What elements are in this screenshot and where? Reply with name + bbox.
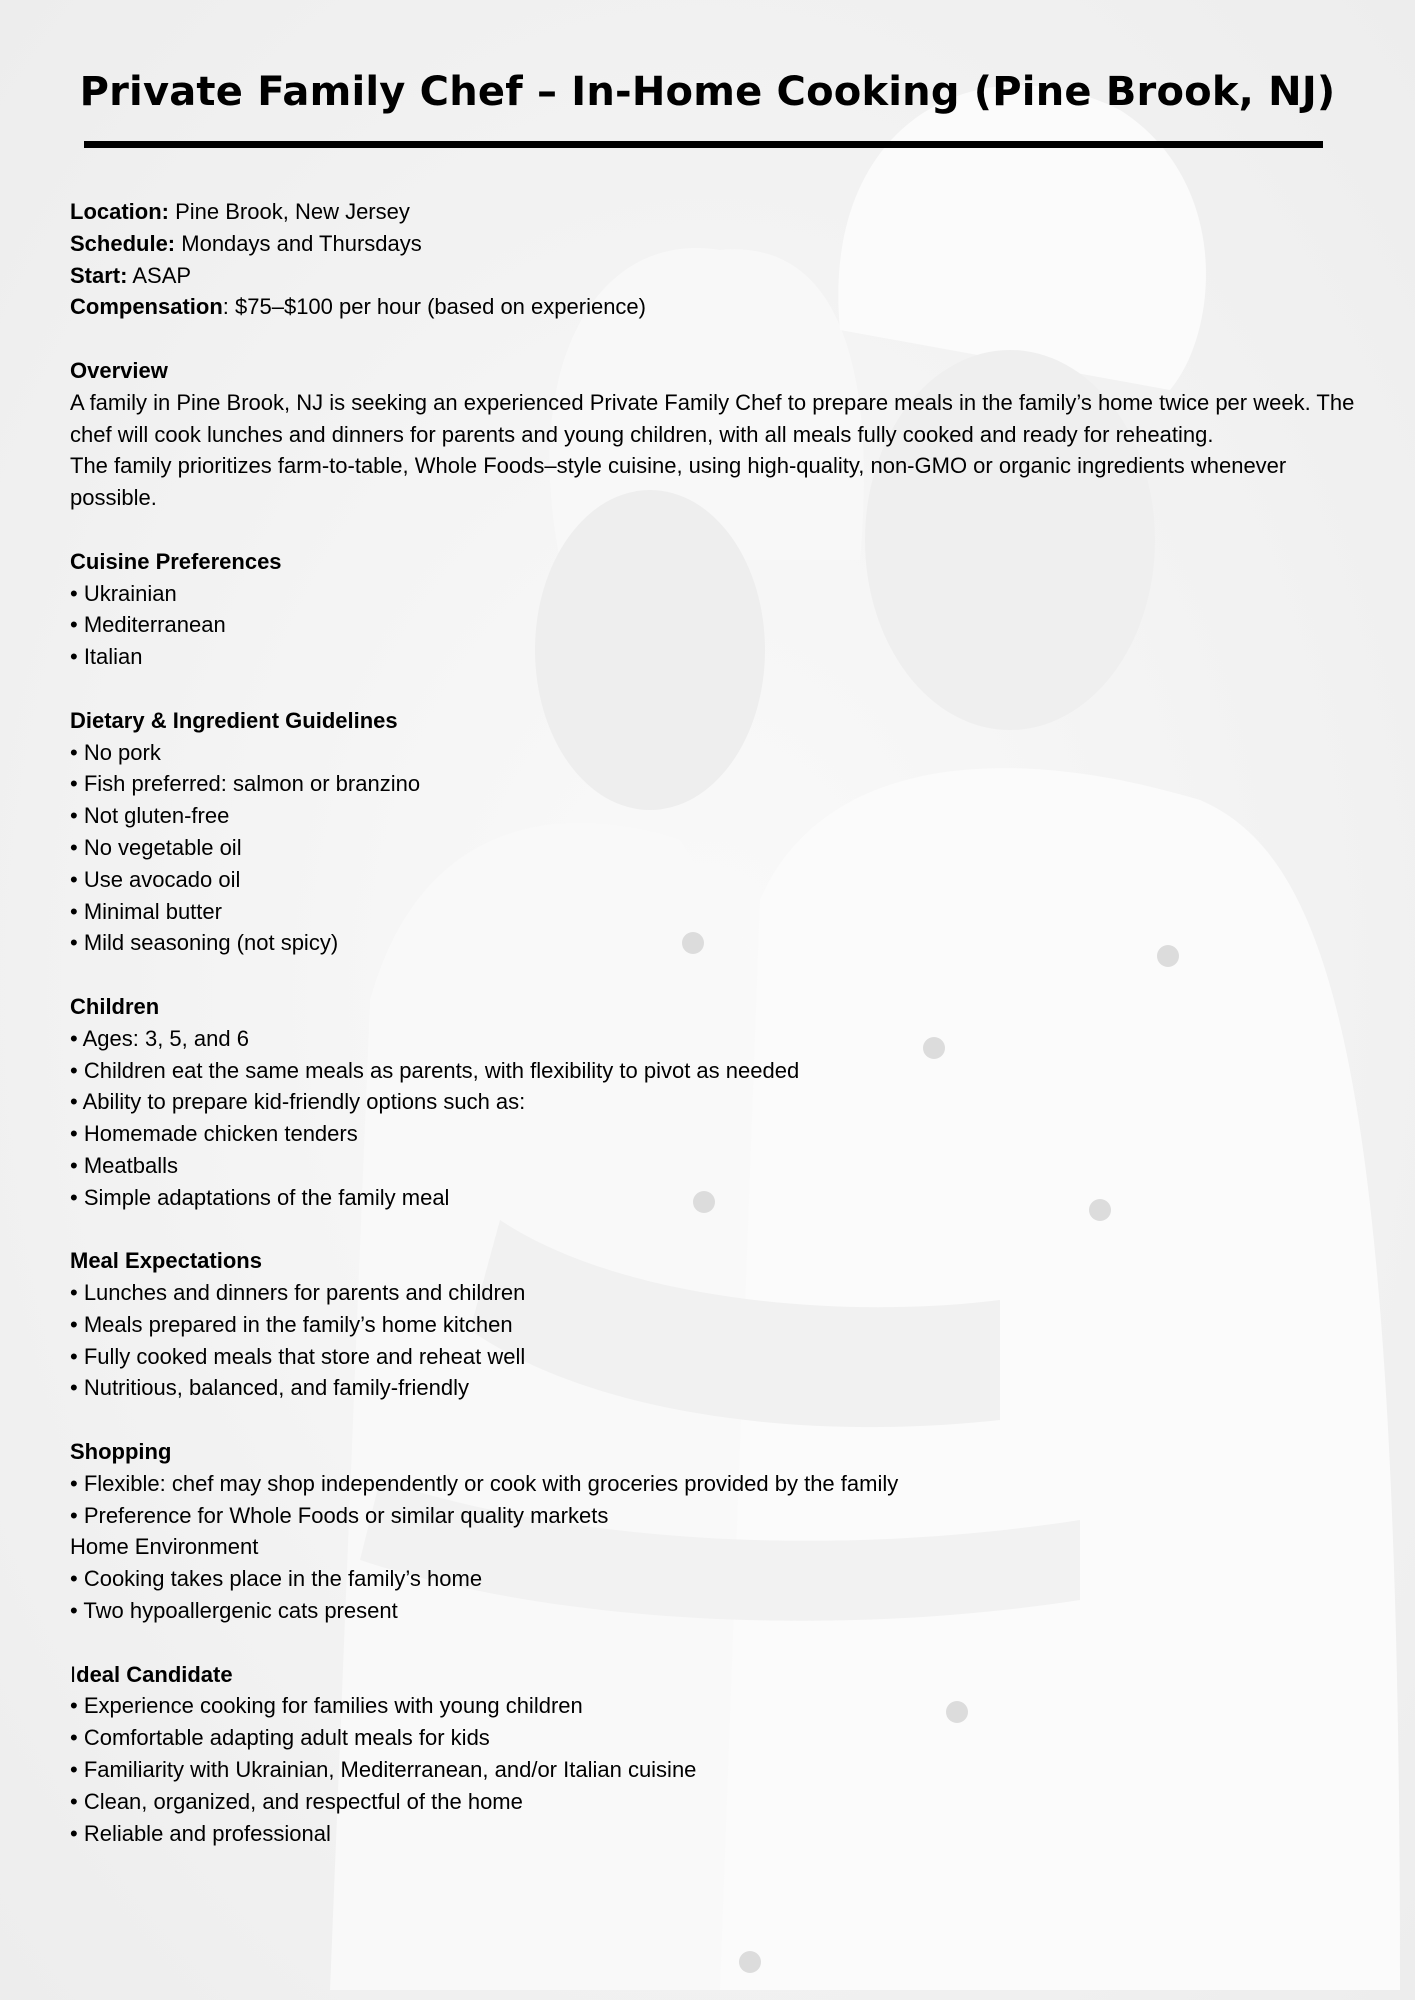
candidate-heading-prefix: I bbox=[70, 1661, 77, 1687]
detail-value: Mondays and Thursdays bbox=[175, 230, 422, 256]
detail-label: Compensation bbox=[70, 294, 223, 320]
overview-heading: Overview bbox=[70, 357, 168, 383]
list-item: • Meatballs bbox=[70, 1152, 178, 1178]
list-item: • Experience cooking for families with young children bbox=[70, 1693, 583, 1719]
list-item: • Familiarity with Ukrainian, Mediterranean, and/or Italian cuisine bbox=[70, 1757, 697, 1783]
overview-paragraph: A family in Pine Brook, NJ is seeking an experienced Private Family Chef to prepare meals in the family’s home twice per week. The chef will cook lunches and dinners for parents and young children, with all meals fully cooked and ready for reheating. bbox=[70, 389, 1355, 447]
list-item: • No vegetable oil bbox=[70, 834, 242, 860]
overview-paragraph: The family prioritizes farm-to-table, Whole Foods–style cuisine, using high-quality, non-GMO or organic ingredients whenever possible. bbox=[70, 453, 1287, 511]
list-item: • Clean, organized, and respectful of the home bbox=[70, 1788, 523, 1814]
list-item: • Nutritious, balanced, and family-friendly bbox=[70, 1375, 469, 1401]
list-item: • Flexible: chef may shop independently or cook with groceries provided by the family bbox=[70, 1470, 899, 1496]
list-item: • Simple adaptations of the family meal bbox=[70, 1184, 450, 1210]
list-item: • Children eat the same meals as parents, with flexibility to pivot as needed bbox=[70, 1057, 800, 1083]
posting-content bbox=[70, 196, 1355, 1849]
list-item: • Reliable and professional bbox=[70, 1820, 331, 1846]
detail-schedule bbox=[70, 228, 1355, 260]
detail-location bbox=[70, 196, 1355, 228]
detail-compensation bbox=[70, 291, 1355, 323]
home-environment-subheading: Home Environment bbox=[70, 1534, 259, 1560]
meals-heading: Meal Expectations bbox=[70, 1248, 262, 1274]
list-item: • Ability to prepare kid-friendly options such as: bbox=[70, 1089, 526, 1115]
list-item: • Homemade chicken tenders bbox=[70, 1121, 358, 1147]
cuisine-heading: Cuisine Preferences bbox=[70, 548, 282, 574]
shopping-heading: Shopping bbox=[70, 1439, 172, 1465]
list-item: • Mediterranean bbox=[70, 612, 226, 638]
dietary-heading: Dietary & Ingredient Guidelines bbox=[70, 707, 398, 733]
page-title: Private Family Chef – In-Home Cooking (Pine Brook, NJ) bbox=[79, 69, 1336, 115]
list-item: • Minimal butter bbox=[70, 898, 222, 924]
list-item: • Ukrainian bbox=[70, 580, 177, 606]
candidate-heading bbox=[70, 1659, 1355, 1691]
list-item: • Preference for Whole Foods or similar quality markets bbox=[70, 1502, 609, 1528]
title-divider bbox=[84, 141, 1323, 148]
list-item: • Ages: 3, 5, and 6 bbox=[70, 1025, 249, 1051]
detail-label: Start: bbox=[70, 262, 128, 288]
detail-value: Pine Brook, New Jersey bbox=[169, 199, 410, 224]
list-item: • Italian bbox=[70, 644, 143, 670]
detail-label: Location: bbox=[70, 199, 169, 224]
list-item: • Two hypoallergenic cats present bbox=[70, 1598, 398, 1624]
list-item: • Cooking takes place in the family’s home bbox=[70, 1566, 483, 1592]
list-item: • Meals prepared in the family’s home kitchen bbox=[70, 1311, 513, 1337]
list-item: • Lunches and dinners for parents and children bbox=[70, 1280, 526, 1306]
list-item: • No pork bbox=[70, 739, 161, 765]
detail-label: Schedule: bbox=[70, 230, 176, 256]
detail-value: ASAP bbox=[127, 262, 192, 288]
list-item: • Use avocado oil bbox=[70, 866, 241, 892]
candidate-heading-text: deal Candidate bbox=[76, 1661, 233, 1687]
detail-value: : $75–$100 per hour (based on experience) bbox=[222, 294, 646, 320]
children-heading: Children bbox=[70, 993, 160, 1019]
list-item: • Fish preferred: salmon or branzino bbox=[70, 771, 421, 797]
list-item: • Mild seasoning (not spicy) bbox=[70, 930, 339, 956]
list-item: • Fully cooked meals that store and reheat well bbox=[70, 1343, 526, 1369]
detail-start bbox=[70, 260, 1355, 292]
list-item: • Comfortable adapting adult meals for kids bbox=[70, 1725, 490, 1751]
list-item: • Not gluten-free bbox=[70, 803, 230, 829]
